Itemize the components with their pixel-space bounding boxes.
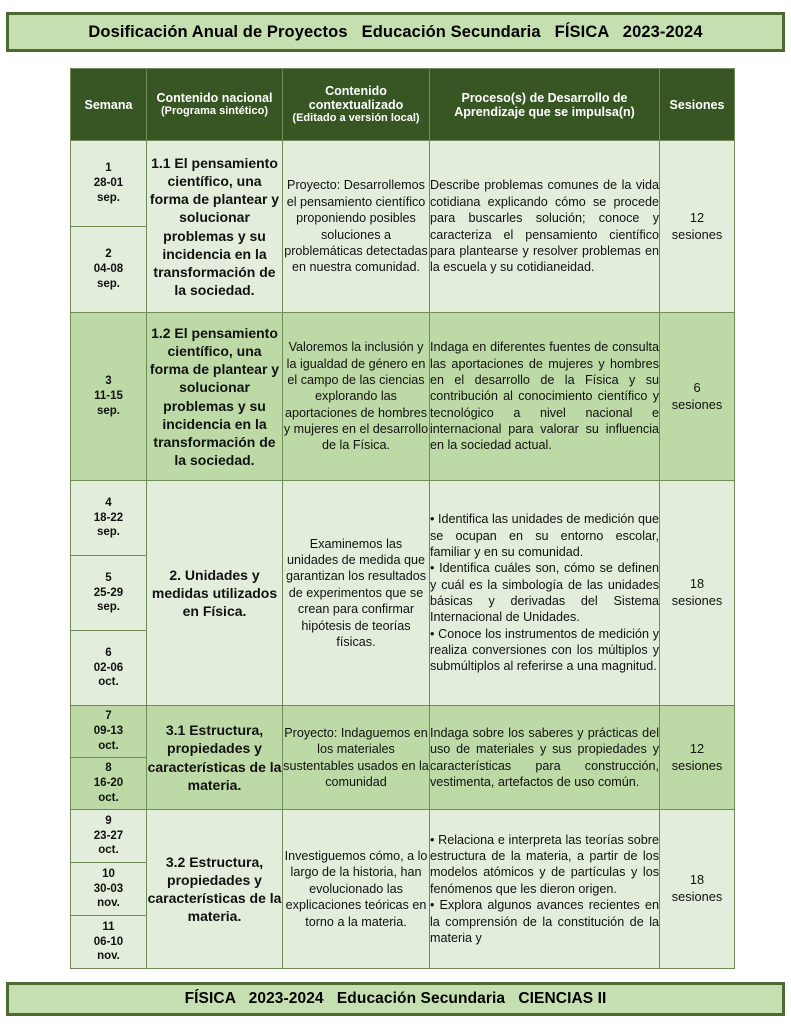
column-header-contenido-nacional [147, 69, 283, 141]
cell-contenido-nacional: 3.2 Estructura, propiedades y características de la materia. [147, 810, 283, 969]
cell-procesos [430, 141, 660, 313]
cell-contenido-contextualizado: Investiguemos cómo, a lo largo de la historia, han evolucionado las explicaciones teóricas en torno a la materia. [283, 810, 430, 969]
dosificacion-table-container [70, 68, 734, 969]
semana-fechas: 23-27 [93, 829, 124, 842]
column-header-sesiones [660, 69, 735, 141]
semana-mes: sep. [96, 526, 120, 539]
sesiones-etiqueta: sesiones [671, 889, 723, 904]
semana-fechas: 25-29 [93, 586, 124, 599]
semana-numero: 3 [105, 375, 112, 388]
footer-banner [6, 982, 785, 1016]
proceso-item: Indaga en diferentes fuentes de consulta las aportaciones de mujeres y hombres en el desarrollo de la Física y su contribución al conocimiento científico y tecnológico a nivel nacional e internacional para valorar su influencia en la sociedad actual. [430, 340, 659, 453]
proceso-item: Describe problemas comunes de la vida cotidiana explicando cómo se procede para buscarles solución; conoce y caracteriza el pensamiento científico para plantearse y resolver problemas en la escuela y su cotidianeidad. [430, 178, 659, 275]
column-header-contenido-contextualizado-sub: (Editado a versión local) [292, 112, 420, 125]
table-header [71, 69, 735, 141]
cell-semana [71, 481, 147, 556]
sesiones-etiqueta: sesiones [671, 226, 723, 242]
cell-procesos [430, 810, 660, 969]
cell-semana [71, 810, 147, 863]
sesiones-numero: 12 [689, 740, 705, 756]
table-header-row [71, 69, 735, 141]
semana-numero: 5 [105, 571, 112, 584]
cell-sesiones [660, 313, 735, 481]
cell-contenido-contextualizado: Proyecto: Indaguemos en los materiales sustentables usados en la comunidad [283, 706, 430, 810]
sesiones-numero: 18 [689, 872, 705, 888]
footer-banner-title: FÍSICA 2023-2024 Educación Secundaria CIENCIAS II [184, 990, 607, 1007]
semana-fechas: 11-15 [94, 390, 123, 403]
cell-semana [71, 863, 147, 916]
semana-fechas: 30-03 [93, 882, 124, 895]
sesiones-numero: 6 [693, 379, 701, 395]
proceso-item: • Relaciona e interpreta las teorías sobre estructura de la materia, a partir de los modelos atómicos y de partículas y los fenómenos que les dieron origen. [430, 832, 659, 896]
table-row [71, 141, 735, 227]
cell-semana [71, 631, 147, 706]
cell-sesiones [660, 141, 735, 313]
semana-mes: oct. [98, 739, 119, 752]
semana-numero: 8 [105, 762, 112, 775]
semana-fechas: 04-08 [93, 263, 124, 276]
proceso-item: Indaga sobre los saberes y prácticas del uso de materiales y sus propiedades y características para construcción, vestimenta, artefactos de uso común. [430, 725, 659, 789]
sesiones-etiqueta: sesiones [671, 396, 723, 412]
table-row [71, 706, 735, 758]
table-row [71, 481, 735, 556]
column-header-semana [71, 69, 147, 141]
semana-numero: 11 [102, 920, 115, 933]
column-header-contenido-contextualizado [283, 69, 430, 141]
semana-mes: sep. [96, 277, 120, 290]
semana-mes: sep. [96, 191, 120, 204]
cell-sesiones [660, 810, 735, 969]
sesiones-numero: 18 [689, 576, 705, 592]
cell-procesos [430, 706, 660, 810]
proceso-item: • Conoce los instrumentos de medición y realiza conversiones con los múltiplos y submúltiplos al referirse a una magnitud. [430, 626, 659, 674]
semana-fechas: 06-10 [93, 935, 124, 948]
semana-fechas: 18-22 [93, 511, 124, 524]
sesiones-etiqueta: sesiones [671, 757, 723, 773]
cell-sesiones [660, 706, 735, 810]
cell-semana [71, 706, 147, 758]
column-header-sesiones-label: Sesiones [669, 97, 725, 112]
cell-semana [71, 141, 147, 227]
cell-contenido-contextualizado: Proyecto: Desarrollemos el pensamiento científico proponiendo posibles soluciones a problemáticas detectadas en nuestra comunidad. [283, 141, 430, 313]
semana-mes: sep. [96, 404, 120, 417]
semana-numero: 2 [105, 248, 112, 261]
semana-numero: 7 [105, 710, 112, 723]
column-header-contenido-nacional-sub: (Programa sintético) [161, 105, 268, 118]
semana-mes: nov. [97, 950, 120, 963]
proceso-item: • Explora algunos avances recientes en la comprensión de la constitución de la materia y [430, 898, 659, 945]
cell-contenido-nacional: 2. Unidades y medidas utilizados en Física. [147, 481, 283, 706]
cell-procesos [430, 481, 660, 706]
header-banner [6, 12, 785, 52]
proceso-item: • Identifica las unidades de medición que se ocupan en su entorno escolar, familiar y en su comunidad. [430, 512, 659, 559]
cell-contenido-nacional: 1.1 El pensamiento científico, una forma de plantear y solucionar problemas y su incidencia en la transformación de la sociedad. [147, 141, 283, 313]
semana-numero: 10 [102, 867, 115, 880]
cell-contenido-nacional: 1.2 El pensamiento científico, una forma de plantear y solucionar problemas y su incidencia en la transformación de la sociedad. [147, 313, 283, 481]
semana-mes: nov. [97, 897, 120, 910]
semana-numero: 9 [105, 814, 112, 827]
semana-mes: oct. [98, 791, 119, 804]
semana-numero: 1 [105, 162, 112, 175]
table-body [71, 141, 735, 969]
table-row [71, 810, 735, 863]
column-header-procesos [430, 69, 660, 141]
cell-semana [71, 758, 147, 810]
semana-numero: 6 [105, 646, 112, 659]
column-header-procesos-label: Proceso(s) de Desarrollo de Aprendizaje que se impulsa(n) [454, 90, 635, 119]
semana-mes: sep. [96, 601, 120, 614]
semana-fechas: 02-06 [93, 661, 124, 674]
cell-semana [71, 227, 147, 313]
dosificacion-table [70, 68, 735, 969]
header-banner-title: Dosificación Anual de Proyectos Educación Secundaria FÍSICA 2023-2024 [88, 22, 703, 41]
semana-mes: oct. [98, 844, 119, 857]
cell-sesiones [660, 481, 735, 706]
cell-semana [71, 556, 147, 631]
table-row [71, 313, 735, 481]
cell-semana [71, 916, 147, 969]
cell-contenido-contextualizado: Valoremos la inclusión y la igualdad de género en el campo de las ciencias explorando las aportaciones de hombres y mujeres en el desarrollo de la Física. [283, 313, 430, 481]
sesiones-numero: 12 [689, 209, 705, 225]
semana-numero: 4 [105, 496, 112, 509]
column-header-contenido-contextualizado-label: Contenido contextualizado [308, 84, 404, 113]
column-header-contenido-nacional-label: Contenido nacional [156, 91, 273, 106]
semana-fechas: 28-01 [93, 177, 124, 190]
cell-contenido-contextualizado: Examinemos las unidades de medida que garantizan los resultados de experimentos que se crean para confirmar hipótesis de teorías físicas. [283, 481, 430, 706]
cell-semana [71, 313, 147, 481]
proceso-item: • Identifica cuáles son, cómo se definen y cuál es la simbología de las unidades básicas y derivadas del Sistema Internacional de Unidades. [430, 561, 659, 625]
column-header-semana-label: Semana [84, 97, 133, 112]
semana-fechas: 09-13 [93, 725, 124, 738]
semana-mes: oct. [98, 676, 119, 689]
cell-contenido-nacional: 3.1 Estructura, propiedades y características de la materia. [147, 706, 283, 810]
cell-procesos [430, 313, 660, 481]
sesiones-etiqueta: sesiones [671, 593, 723, 608]
semana-fechas: 16-20 [93, 777, 124, 790]
